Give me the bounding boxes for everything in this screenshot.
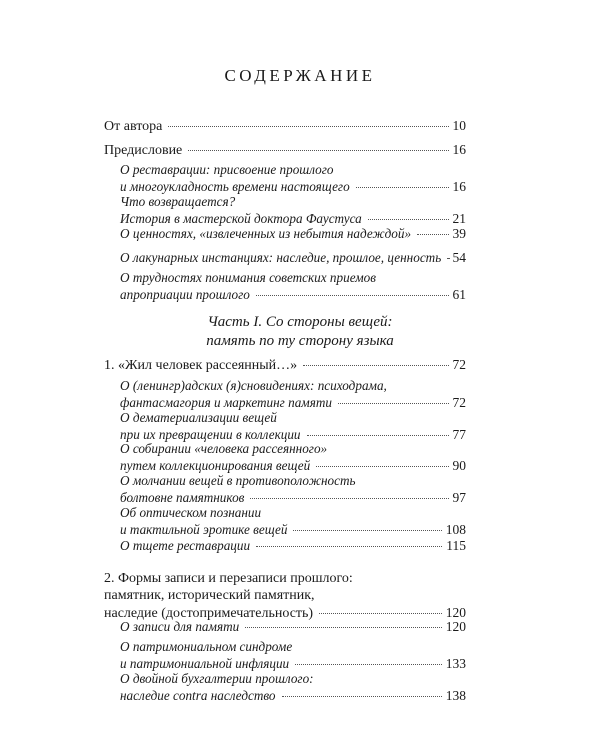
page-number: 21 [452, 211, 466, 226]
part-heading [0, 313, 600, 351]
page-number: 72 [452, 357, 466, 372]
entry-title-line: О патримониальном синдроме [120, 639, 293, 654]
page-number: 10 [452, 118, 466, 133]
entry-title-line: Предисловие [104, 143, 183, 158]
entry-title-line: Что возвращается? [120, 194, 236, 209]
toc-title: СОДЕРЖАНИЕ [224, 66, 376, 85]
dot-leader [303, 365, 448, 366]
part1-entry-6 [120, 504, 466, 538]
dot-leader [417, 234, 448, 235]
dot-leader [250, 498, 448, 499]
entry-title-line: О (ленингр)адских (я)сновидениях: психодрама, [120, 378, 387, 393]
part1-entry-2 [120, 377, 466, 411]
intro-entry-6 [120, 249, 466, 266]
page-number: 120 [445, 619, 466, 634]
entry-title-line: О ценностях, «извлеченных из небытия надеждой» [120, 226, 412, 241]
entry-title-line: О дематериализации вещей [120, 410, 277, 425]
dot-leader [256, 546, 442, 547]
part1-entry-7 [120, 537, 466, 554]
entry-title-line: 2. Формы записи и перезаписи прошлого: [104, 571, 353, 586]
intro-entry-5 [120, 225, 466, 242]
dot-leader [319, 613, 442, 614]
intro-entry-3 [120, 161, 466, 195]
entry-title-line: 1. «Жил человек рассеянный…» [104, 358, 298, 373]
page-number: 39 [452, 226, 466, 241]
entry-title-line: О тщете реставрации [120, 538, 251, 553]
dot-leader [295, 664, 442, 665]
entry-title-line: и патримониальной инфляции [120, 656, 290, 671]
part1-entry-11 [120, 670, 466, 704]
part1-entry-8 [104, 570, 466, 622]
entry-title-line: История в мастерской доктора Фаустуса [120, 211, 362, 226]
entry-title-line: путем коллекционирования вещей [120, 458, 311, 473]
dot-leader [256, 295, 449, 296]
entry-title-line: и тактильной эротике вещей [120, 522, 288, 537]
part1-entry-9 [120, 618, 466, 635]
intro-entry-4 [120, 193, 466, 227]
page-number: 97 [452, 490, 466, 505]
page-number: 108 [445, 522, 466, 537]
dot-leader [307, 435, 449, 436]
dot-leader [316, 466, 448, 467]
dot-leader [368, 219, 449, 220]
entry-title-line: От автора [104, 119, 163, 134]
entry-title-line: О записи для памяти [120, 619, 240, 634]
entry-title-line: О реставрации: присвоение прошлого [120, 162, 334, 177]
entry-title-line: О лакунарных инстанциях: наследие, прошлое, ценность [120, 250, 442, 265]
entry-title-line: апроприации прошлого [120, 287, 250, 302]
part1-entry-4 [120, 440, 466, 474]
page-number: 72 [452, 395, 466, 410]
dot-leader [245, 627, 442, 628]
part1-entry-5 [120, 472, 466, 506]
dot-leader [356, 187, 449, 188]
page-number: 77 [452, 427, 466, 442]
page-number: 54 [452, 250, 466, 265]
page-number: 115 [446, 538, 466, 553]
entry-title-line: О собирании «человека рассеянного» [120, 441, 328, 456]
part-heading-line-2: память по ту сторону языка [206, 333, 394, 349]
entry-title-line: наследие contra наследство [120, 688, 276, 703]
entry-title-line: О молчании вещей в противоположность [120, 473, 356, 488]
entry-title-line: фантасмагория и маркетинг памяти [120, 395, 332, 410]
part1-entry-10 [120, 638, 466, 672]
intro-entry-2 [104, 141, 466, 159]
intro-entry-7 [120, 269, 466, 303]
entry-title-line: О трудностях понимания советских приемов [120, 270, 376, 285]
page-number: 133 [445, 656, 466, 671]
part1-entry-3 [120, 409, 466, 443]
dot-leader [282, 696, 442, 697]
dot-leader [168, 126, 448, 127]
page-number: 61 [452, 287, 466, 302]
dot-leader [338, 403, 449, 404]
dot-leader [188, 150, 448, 151]
entry-title-line: и многоукладность времени настоящего [120, 179, 350, 194]
entry-title-line: Об оптическом познании [120, 505, 262, 520]
part-heading-line-1: Часть I. Со стороны вещей: [207, 314, 393, 330]
page-number: 138 [445, 688, 466, 703]
dot-leader [293, 530, 441, 531]
page-number: 120 [445, 605, 466, 620]
intro-entry-1 [104, 117, 466, 135]
dot-leader [447, 258, 448, 259]
entry-title-line: при их превращении в коллекции [120, 427, 301, 442]
page-number: 90 [452, 458, 466, 473]
part1-entry-1 [104, 356, 466, 374]
entry-title-line: О двойной бухгалтерии прошлого: [120, 671, 314, 686]
page-number: 16 [452, 179, 466, 194]
entry-title-line: памятник, исторический памятник, [104, 588, 315, 603]
entry-title-line: наследие (достопримечательность) [104, 606, 314, 621]
entry-title-line: болтовне памятников [120, 490, 245, 505]
page-number: 16 [452, 142, 466, 157]
